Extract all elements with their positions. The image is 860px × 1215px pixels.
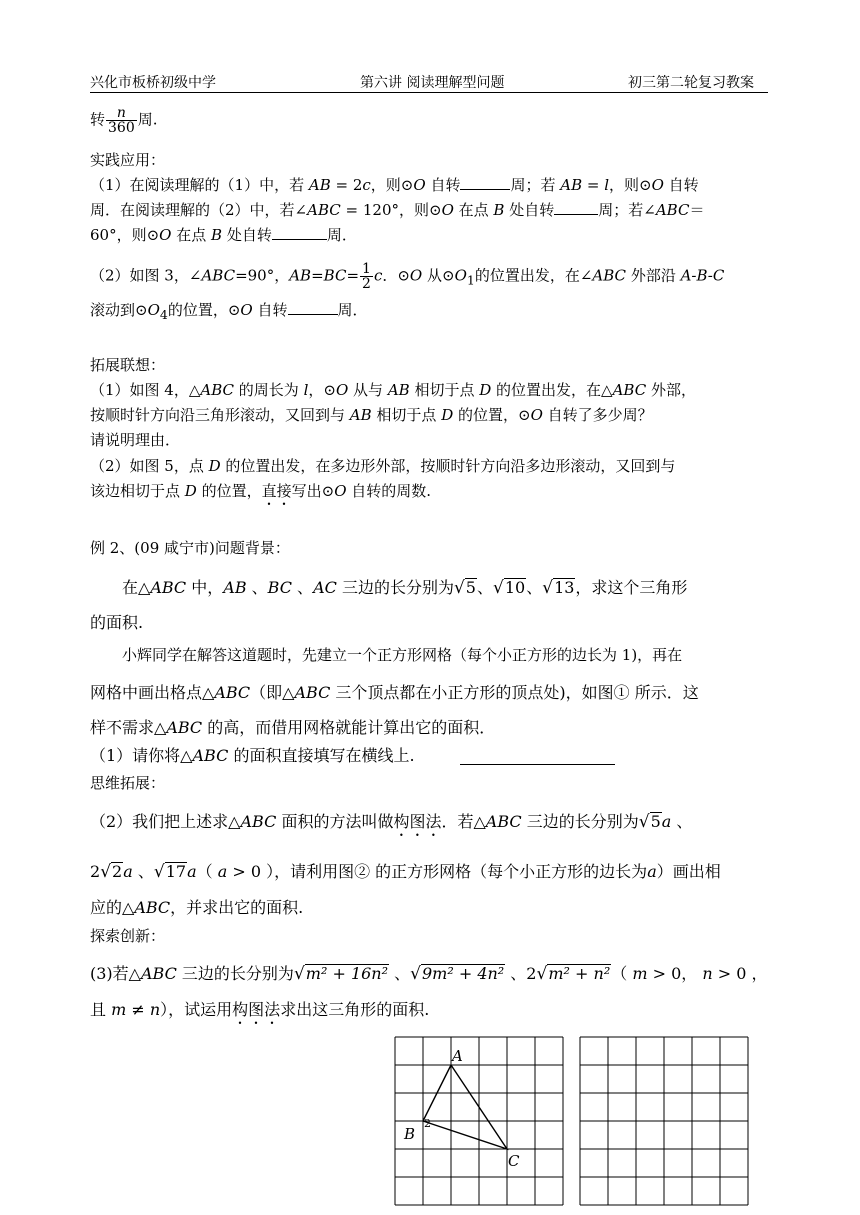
example-solution-line1: 小辉同学在解答这道题时，先建立一个正方形网格（每个小正方形的边长为 1)，再在: [122, 646, 683, 664]
question-3-line2: 且 m ≠ n），试运用构图法求出这三角形的面积.: [90, 1000, 430, 1019]
practice-q1-line1: （1）在阅读理解的（1）中，若 AB = 2c，则⊙O 自转 周；若 AB = l，则⊙O 自转: [90, 176, 699, 194]
vertex-label-c: C: [508, 1152, 520, 1170]
question-3-line1: (3)若△ABC 三边的长分别为√m² + 16n² 、√9m² + 4n² 、2√m² + n²（ m > 0， n > 0 ，: [90, 964, 768, 984]
triangle-abc: [423, 1065, 507, 1149]
example-background-line1: 在△ABC 中，AB 、BC 、AC 三边的长分别为√5、√10、√13，求这个三角形: [122, 578, 688, 598]
intro-line: 转 $\frac{n}{360}$ 周.: [90, 105, 158, 136]
header-course: 初三第二轮复习教案: [628, 75, 754, 91]
extend-q2-line1: （2）如图 5，点 D 的位置出发，在多边形外部，按顺时针方向沿多边形滚动，又回到与: [90, 457, 676, 475]
extend-q1-line3: 请说明理由．: [90, 431, 181, 449]
question-2-line2: 2√2a 、√17a（ a > 0 ），请利用图② 的正方形网格（每个小正方形的边长为a）画出相: [90, 862, 721, 882]
explore-heading: 探索创新：: [90, 927, 166, 945]
practice-heading: 实践应用：: [90, 151, 166, 169]
practice-q2-line2: 滚动到$⊙O_4$的位置，⊙O 自转 周．: [90, 301, 368, 322]
header-lecture-title: 第六讲 阅读理解型问题: [360, 75, 505, 91]
angle-label-2: 2: [424, 1117, 431, 1130]
example-background-line2: 的面积.: [90, 613, 144, 632]
practice-q1-line3: 60°，则⊙O 在点 B 处自转 周．: [90, 226, 357, 244]
fraction-one-half: $\frac{1}{2}$: [362, 261, 371, 292]
question-2-line3: 应的△ABC，并求出它的面积.: [90, 898, 304, 917]
thinking-heading: 思维拓展：: [90, 774, 166, 792]
extend-q1-line1: （1）如图 4，△ABC 的周长为 l，⊙O 从与 AB 相切于点 D 的位置出发，在△ABC 外部，: [90, 381, 696, 399]
grid-figure-1: [395, 1037, 563, 1205]
grid-figure-2: [580, 1037, 748, 1205]
vertex-label-b: B: [404, 1125, 416, 1143]
fraction-n-over-360: $\frac{n}{360}$: [108, 105, 135, 136]
extend-q2-line2: 该边相切于点 D 的位置，直接写出⊙O 自转的周数.: [90, 482, 432, 500]
practice-q1-line2: 周．在阅读理解的（2）中，若∠ABC = 120°，则⊙O 在点 B 处自转 周；若∠ABC＝: [90, 201, 705, 219]
vertex-label-a: A: [452, 1047, 463, 1065]
extend-q1-line2: 按顺时针方向沿三角形滚动，又回到与 AB 相切于点 D 的位置，⊙O 自转了多少周？: [90, 406, 653, 424]
example-solution-line2: 网格中画出格点△ABC（即△ABC 三个顶点都在小正方形的顶点处)，如图① 所示．这: [90, 683, 699, 702]
example-solution-line3: 样不需求△ABC 的高，而借用网格就能计算出它的面积．: [90, 718, 496, 737]
example-heading: 例 2、(09 咸宁市)问题背景：: [90, 539, 290, 557]
question-2-line1: （2）我们把上述求△ABC 面积的方法叫做构图法．若△ABC 三边的长分别为√5a 、: [90, 812, 693, 832]
extend-heading: 拓展联想：: [90, 356, 166, 374]
question-1: （1）请你将△ABC 的面积直接填写在横线上.: [90, 746, 415, 765]
header-school: 兴化市板桥初级中学: [90, 75, 216, 91]
practice-q2-line1: （2）如图 3，∠ABC=90°，AB=BC= $\frac{1}{2}$ c．⊙O 从$⊙O_1$的位置出发，在∠ABC 外部沿 A-B-C: [90, 261, 725, 292]
